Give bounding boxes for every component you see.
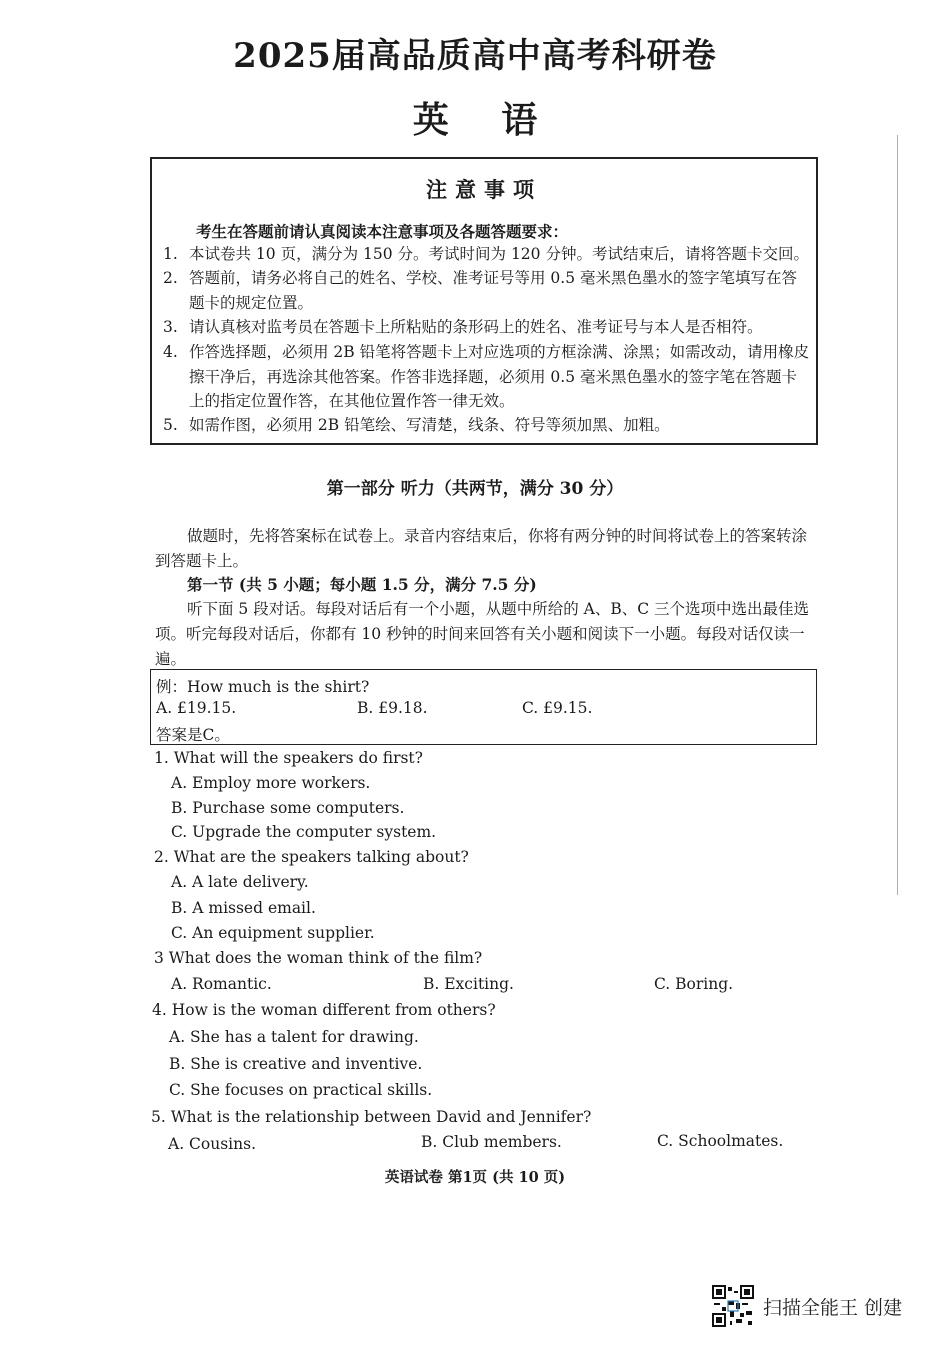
notice-item-number: 5. bbox=[163, 416, 178, 434]
example-option-c: C. £9.15. bbox=[522, 699, 593, 717]
question-3: 3 What does the woman think of the film? bbox=[154, 949, 483, 967]
notice-item bbox=[163, 413, 811, 438]
question-5-option-c: C. Schoolmates. bbox=[657, 1132, 784, 1150]
question-1-option-c: C. Upgrade the computer system. bbox=[171, 823, 437, 841]
question-1: 1. What will the speakers do first? bbox=[154, 749, 423, 767]
question-1-option-b: B. Purchase some computers. bbox=[171, 799, 405, 817]
question-5: 5. What is the relationship between David and Jennifer? bbox=[151, 1108, 592, 1126]
section1-title: 第一节 (共 5 小题；每小题 1.5 分，满分 7.5 分) bbox=[187, 575, 537, 594]
notice-item bbox=[163, 242, 811, 267]
part1-intro: 做题时，先将答案标在试卷上。录音内容结束后，你将有两分钟的时间将试卷上的答案转涂到答题卡上。 bbox=[155, 527, 808, 570]
notice-item-number: 2. bbox=[163, 269, 178, 287]
question-4-option-a: A. She has a talent for drawing. bbox=[169, 1028, 419, 1046]
exam-title: 2025届高品质高中高考科研卷 bbox=[233, 36, 717, 76]
example-option-a: A. £19.15. bbox=[156, 699, 237, 717]
notice-item-text: 如需作图，必须用 2B 铅笔绘、写清楚，线条、符号等须加黑、加粗。 bbox=[189, 416, 670, 434]
question-4: 4. How is the woman different from others? bbox=[152, 1001, 496, 1019]
notice-item-text: 作答选择题，必须用 2B 铅笔将答题卡上对应选项的方框涂满、涂黑；如需改动，请用橡皮擦干净后，再选涂其他答案。作答非选择题，必须用 0.5 毫米黑色墨水的签字笔在答题卡上的指定位置作答，在其他位置作答一律无效。 bbox=[189, 343, 810, 410]
question-3-option-b: B. Exciting. bbox=[423, 975, 514, 993]
notice-item-text: 本试卷共 10 页，满分为 150 分。考试时间为 120 分钟。考试结束后，请将答题卡交回。 bbox=[189, 245, 809, 263]
notice-item-text: 答题前，请务必将自己的姓名、学校、准考证号等用 0.5 毫米黑色墨水的签字笔填写在答题卡的规定位置。 bbox=[189, 269, 798, 312]
notice-item-text: 请认真核对监考员在答题卡上所粘贴的条形码上的姓名、准考证号与本人是否相符。 bbox=[189, 318, 763, 336]
notice-item bbox=[163, 266, 811, 315]
notice-item-number: 1. bbox=[163, 245, 178, 263]
example-option-b: B. £9.18. bbox=[357, 699, 428, 717]
scan-edge-line bbox=[897, 135, 898, 895]
notice-item bbox=[163, 315, 811, 340]
exam-subject: 英 语 bbox=[412, 99, 538, 141]
question-2-option-b: B. A missed email. bbox=[171, 899, 316, 917]
question-2: 2. What are the speakers talking about? bbox=[154, 848, 469, 866]
question-3-option-a: A. Romantic. bbox=[171, 975, 272, 993]
page-footer: 英语试卷 第1页 (共 10 页) bbox=[384, 1169, 566, 1186]
notice-item-number: 3. bbox=[163, 318, 178, 336]
question-1-option-a: A. Employ more workers. bbox=[171, 774, 371, 792]
question-3-option-c: C. Boring. bbox=[654, 975, 734, 993]
part1-title: 第一部分 听力（共两节，满分 30 分） bbox=[326, 479, 624, 499]
scanner-watermark: 扫描全能王 创建 bbox=[763, 1297, 903, 1319]
notice-intro: 考生在答题前请认真阅读本注意事项及各题答题要求： bbox=[196, 222, 569, 241]
question-2-option-c: C. An equipment supplier. bbox=[171, 924, 375, 942]
example-answer: 答案是C。 bbox=[156, 726, 230, 744]
notice-title: 注意事项 bbox=[426, 177, 542, 202]
example-question: 例：How much is the shirt? bbox=[156, 678, 370, 696]
notice-item-number: 4. bbox=[163, 343, 178, 361]
question-5-option-a: A. Cousins. bbox=[168, 1135, 256, 1153]
qr-code-icon bbox=[712, 1285, 754, 1327]
notice-item bbox=[163, 340, 811, 414]
section1-intro: 听下面 5 段对话。每段对话后有一个小题，从题中所给的 A、B、C 三个选项中选出最佳选项。听完每段对话后，你都有 10 秒钟的时间来回答有关小题和阅读下一小题。每段对话仅读一遍。 bbox=[155, 600, 810, 668]
question-2-option-a: A. A late delivery. bbox=[171, 873, 309, 891]
question-4-option-b: B. She is creative and inventive. bbox=[169, 1055, 423, 1073]
question-5-option-b: B. Club members. bbox=[421, 1133, 562, 1151]
question-4-option-c: C. She focuses on practical skills. bbox=[169, 1081, 433, 1099]
